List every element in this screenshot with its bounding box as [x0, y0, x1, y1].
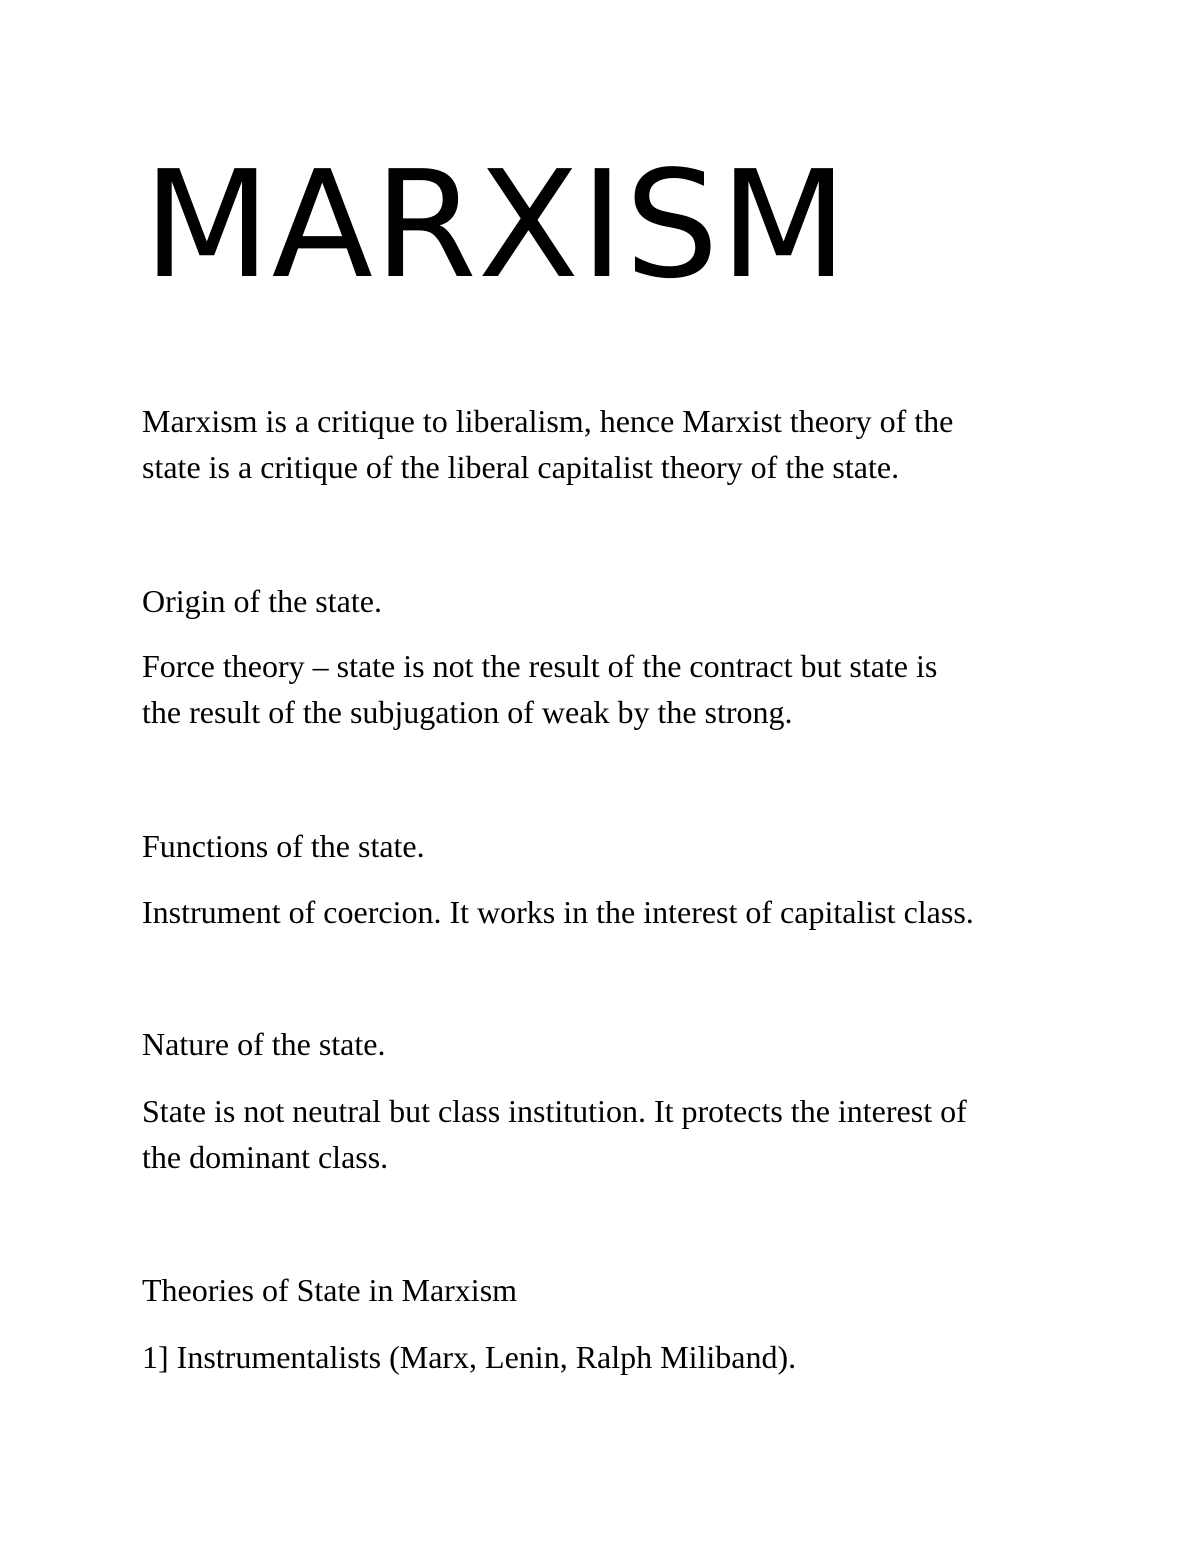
- paragraph-line: 1] Instrumentalists (Marx, Lenin, Ralph Miliband).: [142, 1339, 797, 1375]
- paragraph-line: Marxism is a critique to liberalism, hence Marxist theory of the: [142, 403, 954, 439]
- document-title: MARXISM: [143, 139, 849, 311]
- intro-paragraph: [142, 398, 1072, 490]
- nature-paragraph: [142, 1088, 1072, 1180]
- paragraph-line: state is a critique of the liberal capitalist theory of the state.: [142, 449, 900, 485]
- theories-list-item: [142, 1334, 1072, 1380]
- paragraph-line: Theories of State in Marxism: [142, 1272, 518, 1308]
- theories-heading: [142, 1267, 1072, 1313]
- paragraph-line: Instrument of coercion. It works in the interest of capitalist class.: [142, 894, 974, 930]
- functions-heading: [142, 823, 1072, 869]
- force-theory-paragraph: [142, 643, 1072, 735]
- paragraph-line: Functions of the state.: [142, 828, 425, 864]
- functions-paragraph: [142, 889, 1072, 935]
- nature-heading: [142, 1021, 1072, 1067]
- paragraph-line: the dominant class.: [142, 1139, 389, 1175]
- paragraph-line: Nature of the state.: [142, 1026, 386, 1062]
- paragraph-line: State is not neutral but class institution. It protects the interest of: [142, 1093, 967, 1129]
- paragraph-line: Origin of the state.: [142, 583, 382, 619]
- paragraph-line: the result of the subjugation of weak by the strong.: [142, 694, 793, 730]
- paragraph-line: Force theory – state is not the result of the contract but state is: [142, 648, 938, 684]
- origin-heading: [142, 578, 1072, 624]
